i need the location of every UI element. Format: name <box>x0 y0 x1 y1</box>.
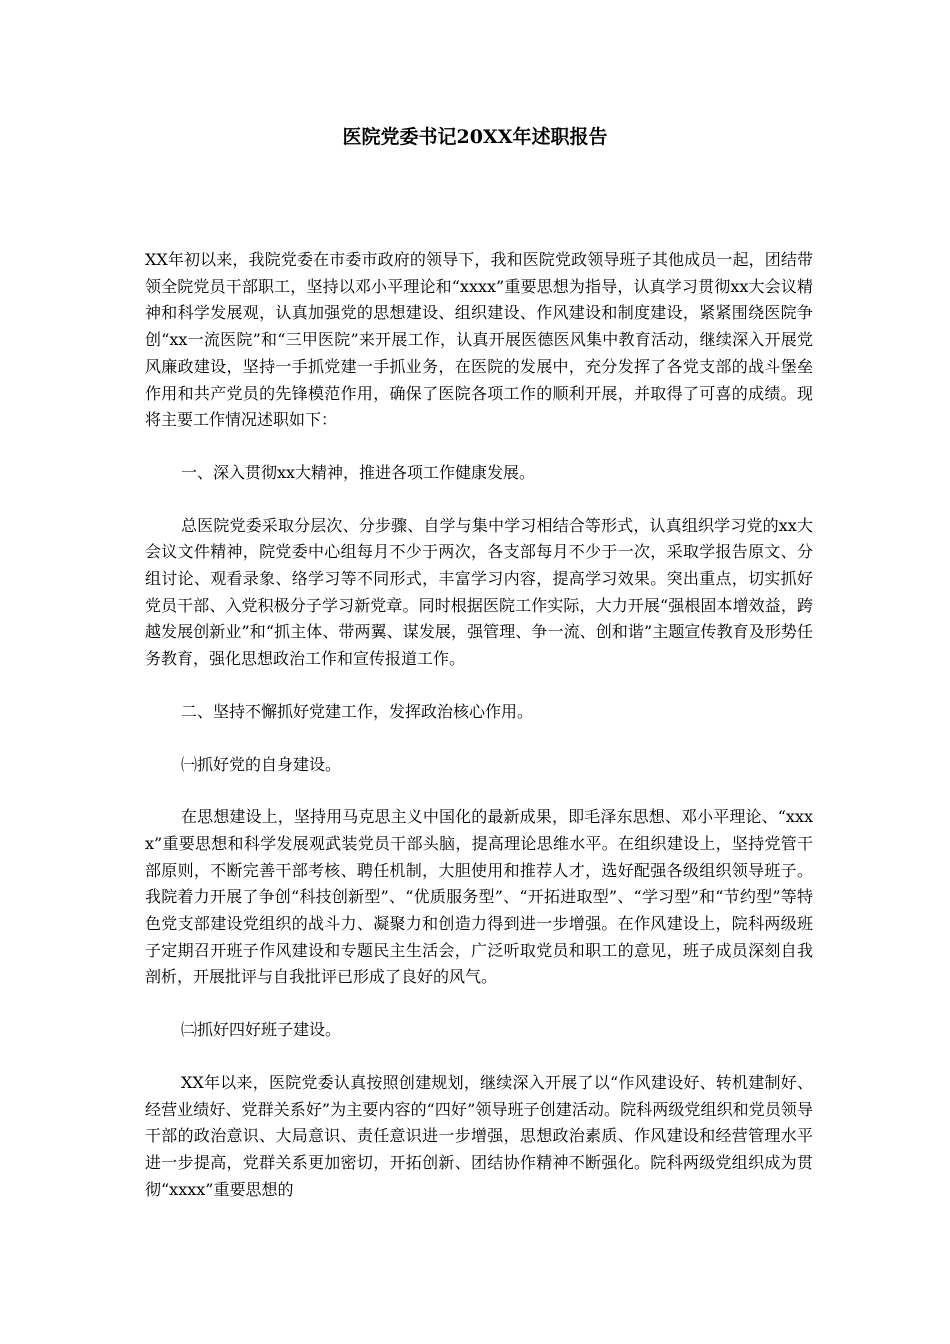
section-1-paragraph: 总医院党委采取分层次、分步骤、自学与集中学习相结合等形式，认真组织学习党的xx大会议文件精神，院党委中心组每月不少于两次，各支部每月不少于一次，采取学报告原文、分组讨论、观看录象、络学习等不同形式，丰富学习内容，提高学习效果。突出重点，切实抓好党员干部、入党积极分子学习新党章。同时根据医院工作实际，大力开展“强根固本增效益，跨越发展创新业”和“抓主体、带两翼、谋发展，强管理、争一流、创和谐”主题宣传教育及形势任务教育，强化思想政治工作和宣传报道工作。 <box>145 515 813 669</box>
document-body <box>145 247 813 1203</box>
section-heading-2: 二、坚持不懈抓好党建工作，发挥政治核心作用。 <box>181 701 534 721</box>
paragraph-spacer <box>145 673 813 699</box>
paragraph-spacer <box>145 726 813 752</box>
document-title: 医院党委书记20XX年述职报告 <box>342 126 608 148</box>
paragraph-spacer <box>145 778 813 804</box>
paragraph-spacer <box>145 487 813 513</box>
subsection-heading-2: ㈡抓好四好班子建设。 <box>181 1020 342 1040</box>
intro-paragraph: XX年初以来，我院党委在市委市政府的领导下，我和医院党政领导班子其他成员一起，团结带领全院党员干部职工，坚持以邓小平理论和“xxxx”重要思想为指导，认真学习贯彻xx大会议精神和科学发展观，认真加强党的思想建设、组织建设、作风建设和制度建设，紧紧围绕医院争创“xx一流医院”和“三甲医院”来开展工作，认真开展医德医风集中教育活动，继续深入开展党风廉政建设，坚持一手抓党建一手抓业务，在医院的发展中，充分发挥了各党支部的战斗堡垒作用和共产党员的先锋模范作用，确保了医院各项工作的顺利开展，并取得了可喜的成绩。现将主要工作情况述职如下： <box>145 250 813 430</box>
paragraph-spacer <box>145 991 813 1017</box>
section-heading-1: 一、深入贯彻xx大精神，推进各项工作健康发展。 <box>181 462 536 482</box>
subsection-2-paragraph: XX年以来，医院党委认真按照创建规划，继续深入开展了以“作风建设好、转机建制好、经营业绩好、党群关系好”为主要内容的“四好”领导班子创建活动。院科两级党组织和党员领导干部的政治意识、大局意识、责任意识进一步增强，思想政治素质、作风建设和经营管理水平进一步提高，党群关系更加密切，开拓创新、团结协作精神不断强化。院科两级党组织成为贯彻“xxxx”重要思想的 <box>145 1072 813 1199</box>
paragraph-spacer <box>145 434 813 460</box>
subsection-heading-1: ㈠抓好党的自身建设。 <box>181 754 342 774</box>
subsection-1-paragraph: 在思想建设上，坚持用马克思主义中国化的最新成果，即毛泽东思想、邓小平理论、“xxxx”重要思想和科学发展观武装党员干部头脑，提高理论思维水平。在组织建设上，坚持党管干部原则，不断完善干部考核、聘任机制，大胆使用和推荐人才，选好配强各级组织领导班子。我院着力开展了争创“科技创新型”、“优质服务型”、“开拓进取型”、“学习型”和“节约型”等特色党支部建设党组织的战斗力、凝聚力和创造力得到进一步增强。在作风建设上，院科两级班子定期召开班子作风建设和专题民主生活会，广泛听取党员和职工的意见，班子成员深刻自我剖析，开展批评与自我批评已形成了良好的风气。 <box>145 807 813 987</box>
paragraph-spacer <box>145 1044 813 1070</box>
